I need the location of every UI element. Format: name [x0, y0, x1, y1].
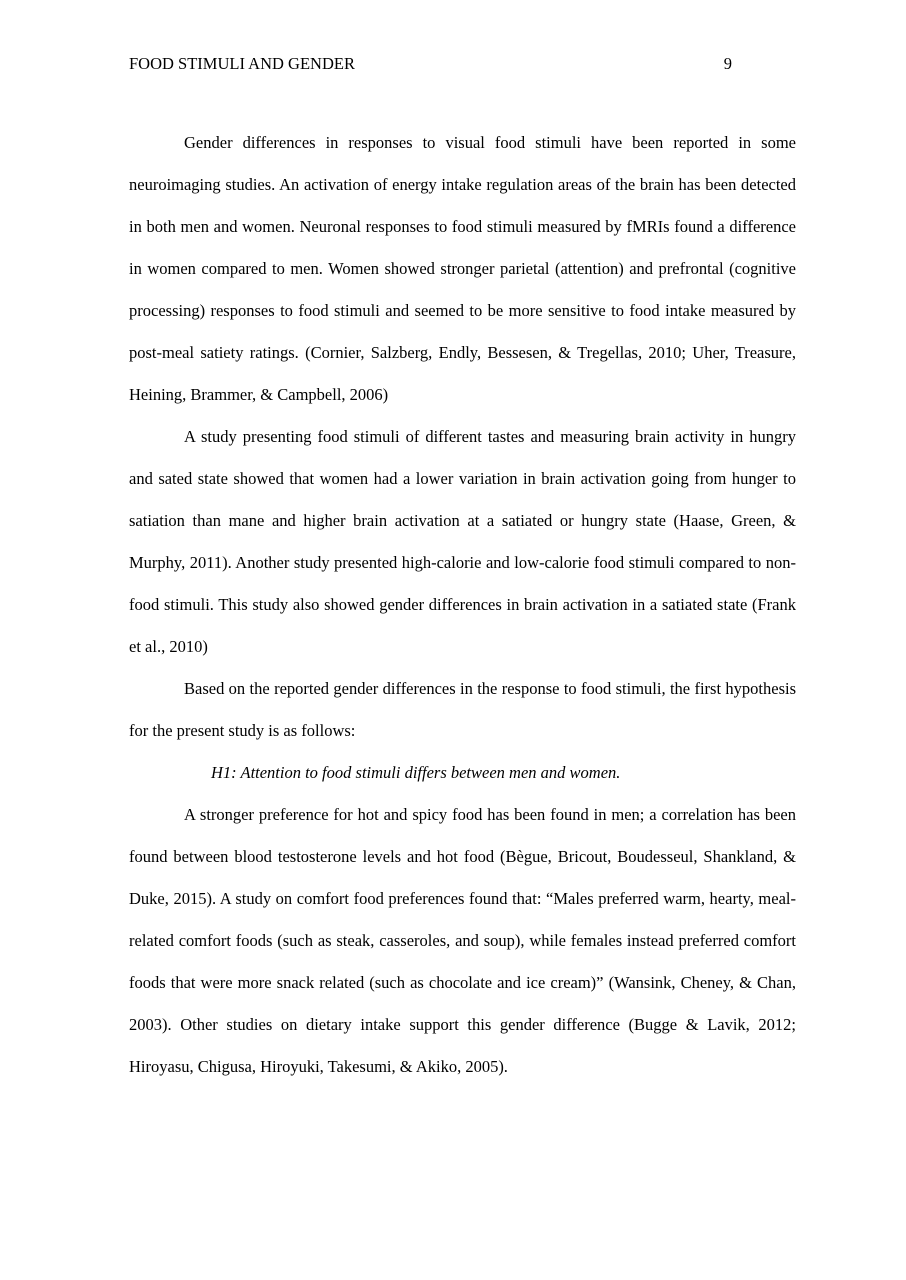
- paragraph-taste-study: A study presenting food stimuli of different tastes and measuring brain activity in hungry and sated state showed that women had a lower variation in brain activation going from hunger to satiation than mane and higher brain activation at a satiated or hungry state (Haase, Green, & Murphy, 2011). Another study presented high-calorie and low-calorie food stimuli compared to non-food stimuli. This study also showed gender differences in brain activation in a satiated state (Frank et al., 2010): [129, 427, 796, 656]
- running-head: [129, 53, 732, 75]
- page-number: 9: [723, 54, 732, 73]
- paragraph-hypothesis-intro: Based on the reported gender differences in the response to food stimuli, the first hypothesis for the present study is as follows:: [129, 679, 796, 740]
- running-head-title: FOOD STIMULI AND GENDER: [129, 54, 355, 73]
- paragraph-spicy-food: A stronger preference for hot and spicy food has been found in men; a correlation has been found between blood testosterone levels and hot food (Bègue, Bricout, Boudesseul, Shankland, & Duke, 2015). A study on comfort food preferences found that: “Males preferred warm, hearty, meal-related comfort foods (such as steak, casseroles, and soup), while females instead preferred comfort foods that were more snack related (such as chocolate and ice cream)” (Wansink, Cheney, & Chan, 2003). Other studies on dietary intake support this gender difference (Bugge & Lavik, 2012; Hiroyasu, Chigusa, Hiroyuki, Takesumi, & Akiko, 2005).: [129, 805, 796, 1076]
- body-text: [129, 122, 796, 1088]
- hypothesis-h1: H1: Attention to food stimuli differs between men and women.: [211, 763, 621, 782]
- paragraph-gender-differences: Gender differences in responses to visual food stimuli have been reported in some neuroimaging studies. An activation of energy intake regulation areas of the brain has been detected in both men and women. Neuronal responses to food stimuli measured by fMRIs found a difference in women compared to men. Women showed stronger parietal (attention) and prefrontal (cognitive processing) responses to food stimuli and seemed to be more sensitive to food intake measured by post-meal satiety ratings. (Cornier, Salzberg, Endly, Bessesen, & Tregellas, 2010; Uher, Treasure, Heining, Brammer, & Campbell, 2006): [129, 133, 796, 404]
